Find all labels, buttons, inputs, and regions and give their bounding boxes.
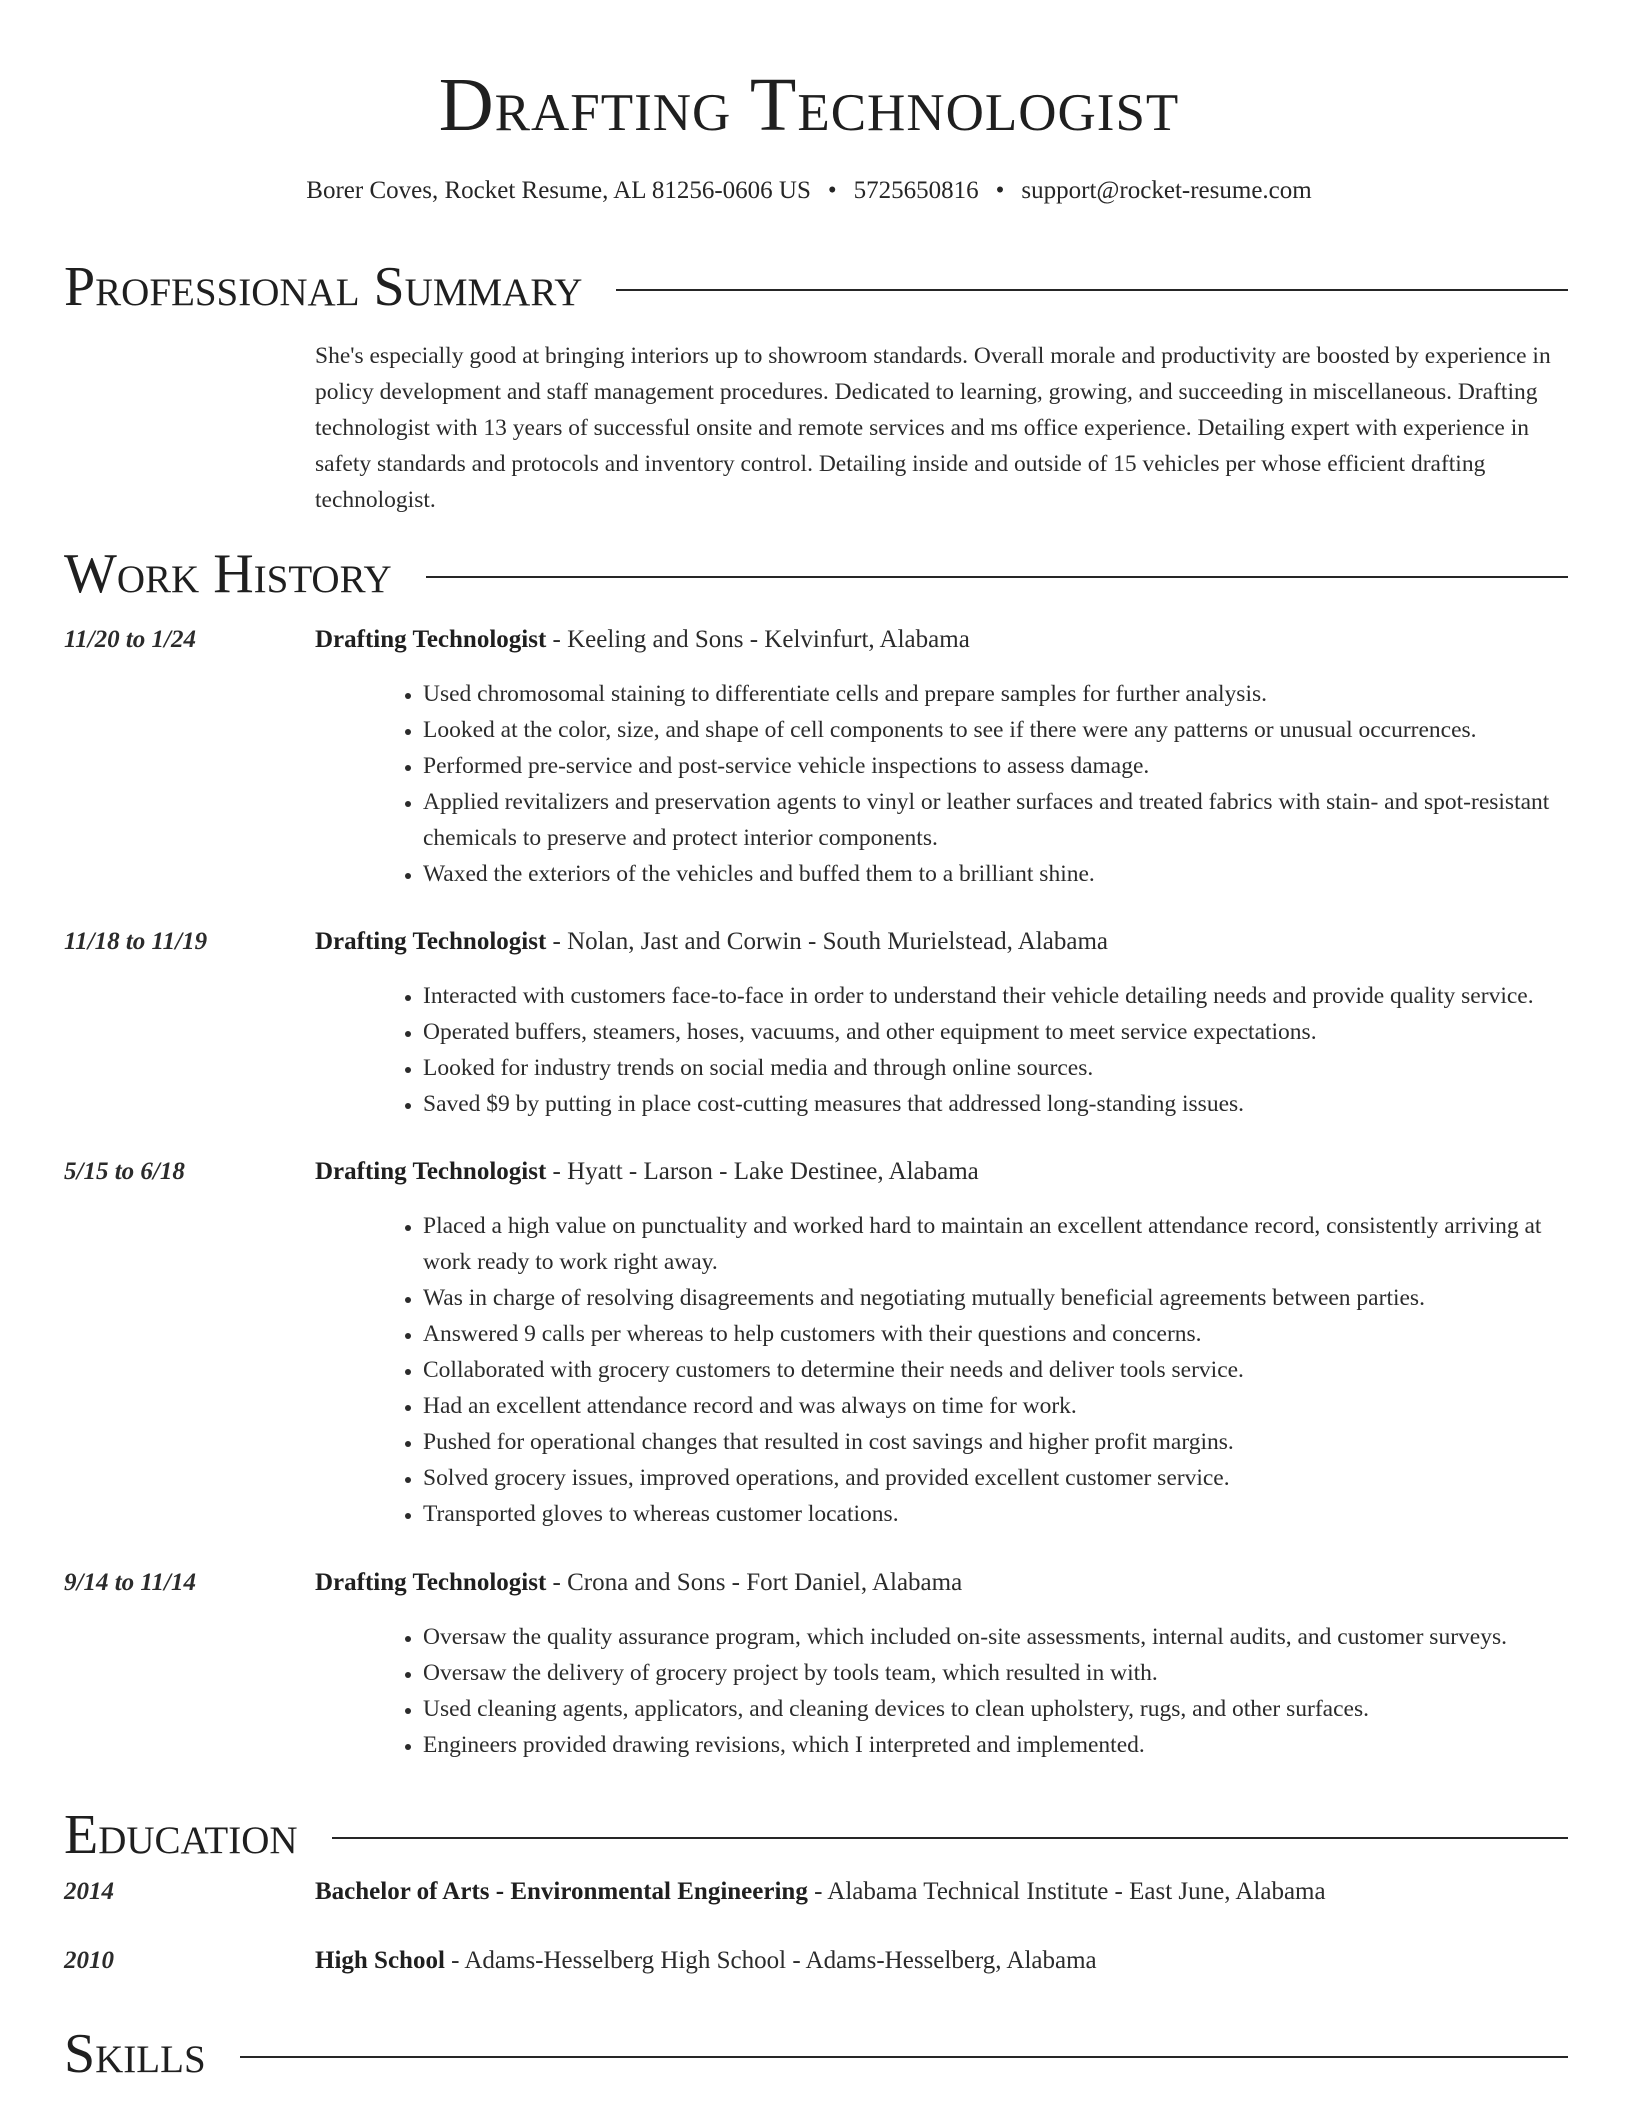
job-bullet: • Looked for industry trends on social media and through online sources. [423,1050,1568,1086]
section-title-summary: Professional Summary [64,256,583,318]
education-details: - Adams-Hesselberg High School - Adams-Hesselberg, Alabama [444,1947,1097,1974]
section-header-skills [64,2021,1568,2087]
education-entry [64,1874,1568,1910]
education-degree: High School [315,1947,445,1974]
job-title: Drafting Technologist [315,1569,547,1596]
job-dates: 11/18 to 11/19 [64,928,208,955]
job-bullet: • Solved grocery issues, improved operations, and provided excellent customer service. [423,1460,1568,1496]
job-header [64,1565,1568,1601]
job-bullets [64,676,1568,892]
section-title-work-history: Work History [64,543,392,605]
job-bullet: • Transported gloves to whereas customer locations. [423,1496,1568,1532]
education-degree: Bachelor of Arts - Environmental Engineering [315,1878,808,1905]
job-bullet: • Pushed for operational changes that resulted in cost savings and higher profit margins. [423,1424,1568,1460]
education-row [64,1943,1568,1979]
contact-separator: • [995,177,1005,204]
job-title: Drafting Technologist [315,626,547,653]
education-year: 2014 [64,1878,114,1905]
job-bullet: • Collaborated with grocery customers to determine their needs and deliver tools service. [423,1352,1568,1388]
contact-address: Borer Coves, Rocket Resume, AL 81256-0606 US [306,177,811,204]
job-bullet: • Applied revitalizers and preservation agents to vinyl or leather surfaces and treated fabrics with stain- and spot-resistant chemicals to preserve and protect interior components. [423,784,1568,856]
job-bullet: • Had an excellent attendance record and was always on time for work. [423,1388,1568,1424]
contact-phone: 5725650816 [853,177,979,204]
job-bullet: • Answered 9 calls per whereas to help customers with their questions and concerns. [423,1316,1568,1352]
job-bullets [64,978,1568,1122]
job-bullet: • Placed a high value on punctuality and worked hard to maintain an excellent attendance record, consistently arriving at work ready to work right away. [423,1208,1568,1280]
job-header [64,1154,1568,1190]
job-dates: 9/14 to 11/14 [64,1569,196,1596]
contact-line [0,176,1618,206]
job-bullet: • Oversaw the delivery of grocery project by tools team, which resulted in with. [423,1655,1568,1691]
job-bullet: • Operated buffers, steamers, hoses, vacuums, and other equipment to meet service expectations. [423,1014,1568,1050]
summary-text: She's especially good at bringing interiors up to showroom standards. Overall morale and productivity are boosted by experience in policy development and staff management procedures. Dedicated to learning, growing, and succeeding in miscellaneous. Drafting technologist with 13 years of successful onsite and remote services and ms office experience. Detailing expert with experience in safety standards and protocols and inventory control. Detailing inside and outside of 15 vehicles per whose efficient drafting technologist. [315,343,1551,513]
job-bullets [64,1208,1568,1532]
job-bullet: • Looked at the color, size, and shape of cell components to see if there were any patterns or unusual occurrences. [423,712,1568,748]
job-title-line [315,924,1568,960]
job-entry [64,622,1568,892]
section-header-education [64,1802,1568,1868]
job-entry [64,924,1568,1122]
education-year: 2010 [64,1947,114,1974]
section-header-summary [64,254,1568,320]
job-details: - Crona and Sons - Fort Daniel, Alabama [546,1569,963,1596]
education-row [64,1874,1568,1910]
resume-name: Drafting Technologist [438,63,1180,147]
job-bullet: • Waxed the exteriors of the vehicles and buffed them to a brilliant shine. [423,856,1568,892]
job-details: - Nolan, Jast and Corwin - South Murielstead, Alabama [546,928,1108,955]
education-line [315,1874,1568,1910]
job-bullet: • Was in charge of resolving disagreements and negotiating mutually beneficial agreements between parties. [423,1280,1568,1316]
job-details: - Keeling and Sons - Kelvinfurt, Alabama [546,626,970,653]
job-dates: 11/20 to 1/24 [64,626,196,653]
section-divider [616,289,1568,291]
job-entry [64,1154,1568,1532]
job-bullet: • Used cleaning agents, applicators, and cleaning devices to clean upholstery, rugs, and other surfaces. [423,1691,1568,1727]
section-title-education: Education [64,1804,298,1866]
section-header-work-history [64,541,1568,607]
job-title-line [315,1565,1568,1601]
job-bullet: • Used chromosomal staining to differentiate cells and prepare samples for further analysis. [423,676,1568,712]
job-bullet: • Oversaw the quality assurance program, which included on-site assessments, internal audits, and customer surveys. [423,1619,1568,1655]
job-entry [64,1565,1568,1763]
section-divider [240,2056,1568,2058]
job-title: Drafting Technologist [315,928,547,955]
education-details: - Alabama Technical Institute - East June, Alabama [807,1878,1326,1905]
job-title: Drafting Technologist [315,1158,547,1185]
section-title-skills: Skills [64,2023,206,2085]
job-title-line [315,622,1568,658]
education-entry [64,1943,1568,1979]
contact-email[interactable]: support@rocket-resume.com [1021,177,1312,204]
job-header [64,622,1568,658]
job-header [64,924,1568,960]
job-bullet: • Interacted with customers face-to-face in order to understand their vehicle detailing needs and provide quality service. [423,978,1568,1014]
contact-separator: • [827,177,837,204]
section-divider [426,576,1568,578]
job-bullet: • Performed pre-service and post-service vehicle inspections to assess damage. [423,748,1568,784]
job-bullets [64,1619,1568,1763]
job-details: - Hyatt - Larson - Lake Destinee, Alabama [546,1158,979,1185]
section-divider [332,1837,1568,1839]
job-dates: 5/15 to 6/18 [64,1158,185,1185]
job-bullet: • Engineers provided drawing revisions, which I interpreted and implemented. [423,1727,1568,1763]
education-line [315,1943,1568,1979]
job-title-line [315,1154,1568,1190]
job-bullet: • Saved $9 by putting in place cost-cutting measures that addressed long-standing issues. [423,1086,1568,1122]
